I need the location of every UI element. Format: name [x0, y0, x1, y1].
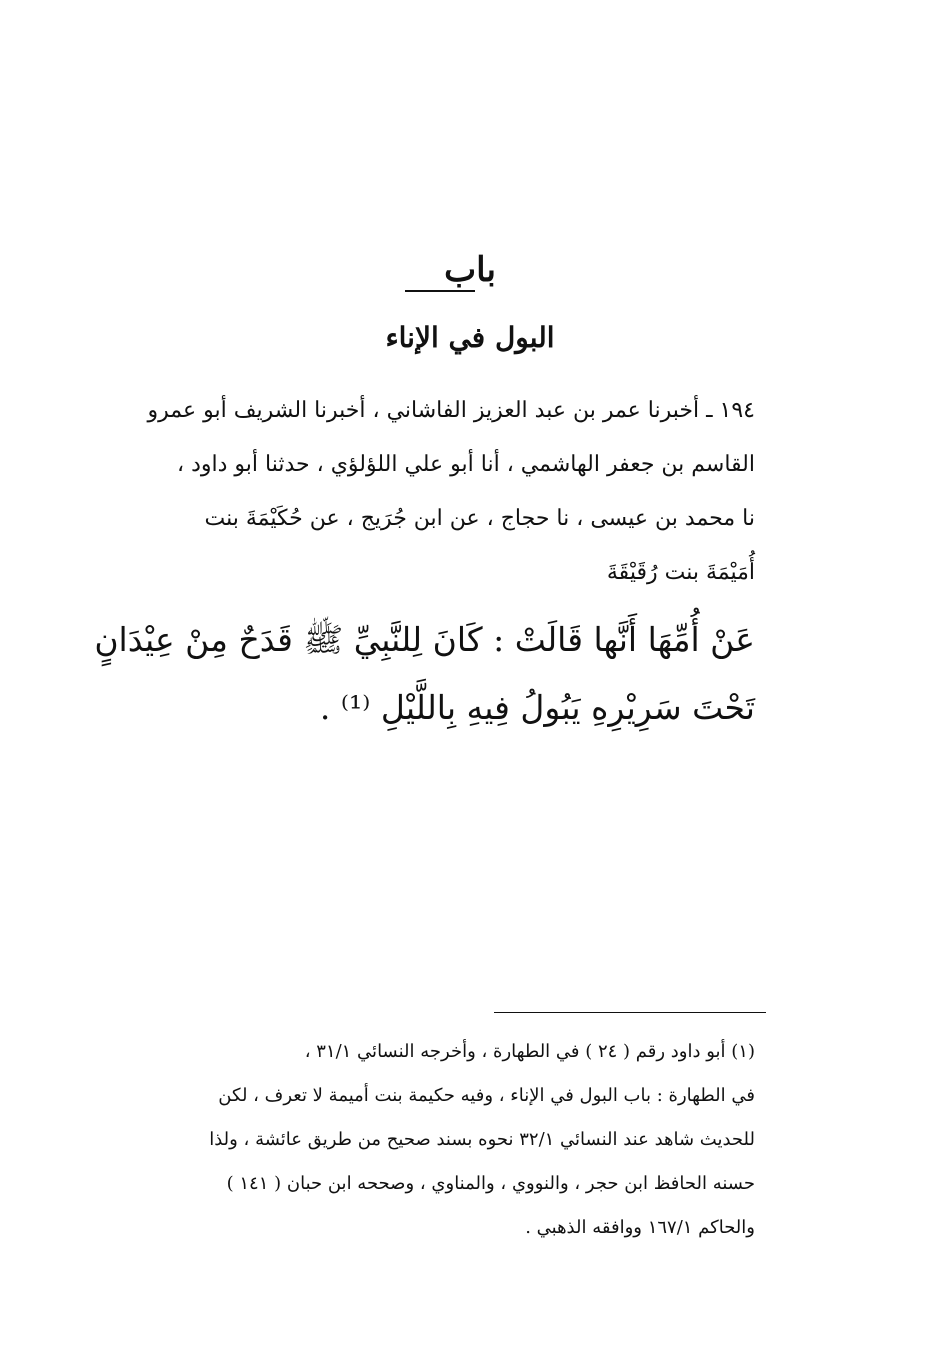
matn-line: تَحْتَ سَرِيْرِهِ يَبُولُ فِيهِ بِاللَّيْلِ ⁽¹⁾ . [319, 688, 755, 727]
isnad-line: القاسم بن جعفر الهاشمي ، أنا أبو علي اللؤلؤي ، حدثنا أبو داود ، [176, 452, 755, 477]
footnote-line: (١) أبو داود رقم ( ٢٤ ) في الطهارة ، وأخرجه النسائي ٣١/١ ، [304, 1041, 755, 1062]
hadith-isnad [100, 384, 755, 600]
footnote-line: والحاكم ١٦٧/١ ووافقه الذهبي . [525, 1217, 755, 1238]
footnote-separator [494, 1012, 766, 1013]
footnote-line: في الطهارة : باب البول في الإناء ، وفيه حكيمة بنت أميمة لا تعرف ، لكن [218, 1085, 755, 1106]
chapter-subtitle: البول في الإناء [385, 321, 555, 354]
hadith-matn [94, 606, 755, 742]
matn-line: عَنْ أُمِّهَا أَنَّها قَالَتْ : كَانَ لِلنَّبِيِّ ﷺ قَدَحٌ مِنْ عِيْدَانٍ [94, 620, 755, 659]
isnad-line: ١٩٤ ـ أخبرنا عمر بن عبد العزيز الفاشاني ، أخبرنا الشريف أبو عمرو [147, 398, 755, 423]
chapter-title: باب [444, 250, 496, 290]
title-underline [405, 290, 475, 292]
footnote-line: حسنه الحافظ ابن حجر ، والنووي ، والمناوي ، وصححه ابن حبان ( ١٤١ ) [226, 1173, 755, 1194]
footnote-line: للحديث شاهد عند النسائي ٣٢/١ نحوه بسند صحيح من طريق عائشة ، ولذا [209, 1129, 755, 1150]
footnote [100, 1030, 755, 1250]
isnad-line: نا محمد بن عيسى ، نا حجاج ، عن ابن جُرَيج ، عن حُكَيْمَةَ بنت [204, 506, 755, 531]
isnad-line: أُمَيْمَةَ بنت رُقَيْقَةَ [606, 560, 755, 585]
